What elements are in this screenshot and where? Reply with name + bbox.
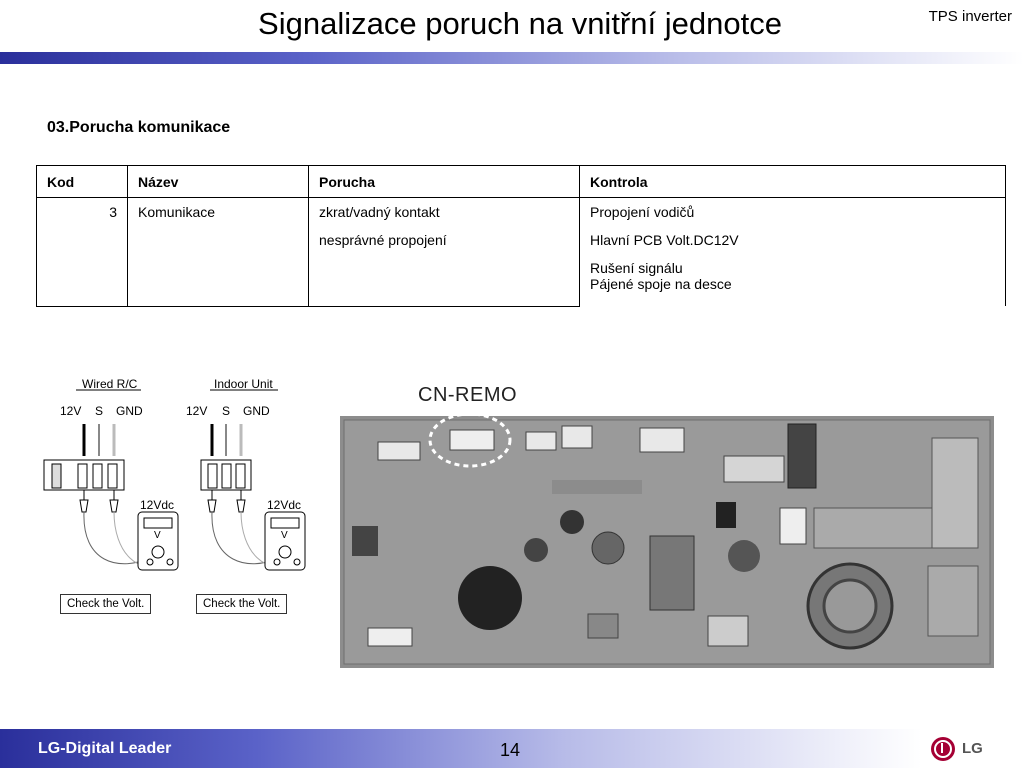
table-cell	[128, 226, 309, 254]
table-cell	[309, 254, 580, 306]
header-porucha: Porucha	[309, 166, 580, 198]
table-cell	[37, 226, 128, 254]
wiring-right-caption: Check the Volt.	[196, 594, 287, 614]
table-cell	[128, 254, 309, 306]
wiring-left-pin-gnd: GND	[116, 404, 143, 418]
section-heading: 03.Porucha komunikace	[47, 119, 231, 136]
wiring-diagram	[38, 372, 308, 622]
wiring-left-pin-12v: 12V	[60, 404, 82, 418]
pcb-photo	[340, 416, 994, 668]
header-kod: Kod	[37, 166, 128, 198]
table-row	[37, 254, 1006, 306]
table-cell: nesprávné propojení	[309, 226, 580, 254]
table-row	[37, 198, 1006, 227]
header-nazev: Název	[128, 166, 309, 198]
wiring-right-title: Indoor Unit	[214, 377, 273, 391]
table-cell: Hlavní PCB Volt.DC12V	[580, 226, 1006, 254]
brand-tag: TPS inverter	[928, 8, 1012, 25]
table-cell: Rušení signálu Pájené spoje na desce	[580, 254, 1006, 306]
table-cell: 3	[37, 198, 128, 227]
wiring-left-pin-s: S	[95, 404, 104, 418]
cn-remo-label: CN-REMO	[418, 384, 518, 406]
header-kontrola: Kontrola	[580, 166, 1006, 198]
wiring-right-pin-s: S	[222, 404, 231, 418]
wiring-left-meter-unit: V	[154, 530, 161, 541]
wiring-right-meter-label: 12Vdc	[267, 498, 302, 512]
wiring-right-pin-12v: 12V	[186, 404, 208, 418]
table-cell: Komunikace	[128, 198, 309, 227]
fault-table	[36, 165, 1006, 307]
wiring-right-pin-gnd: GND	[243, 404, 270, 418]
wiring-right-meter-unit: V	[281, 530, 288, 541]
table-row	[37, 226, 1006, 254]
page-title: Signalizace poruch na vnitřní jednotce	[258, 6, 782, 41]
wiring-left-title: Wired R/C	[82, 377, 138, 391]
wiring-left-caption: Check the Volt.	[60, 594, 151, 614]
table-cell	[37, 254, 128, 306]
lg-logo-text: LG	[962, 740, 983, 757]
wiring-left-meter-label: 12Vdc	[140, 498, 175, 512]
page-number: 14	[500, 740, 521, 760]
table-cell: Propojení vodičů	[580, 198, 1006, 227]
table-cell: zkrat/vadný kontakt	[309, 198, 580, 227]
footer-tagline: LG-Digital Leader	[38, 740, 172, 757]
table-header-row	[37, 166, 1006, 198]
title-underline-bar	[0, 52, 1024, 64]
